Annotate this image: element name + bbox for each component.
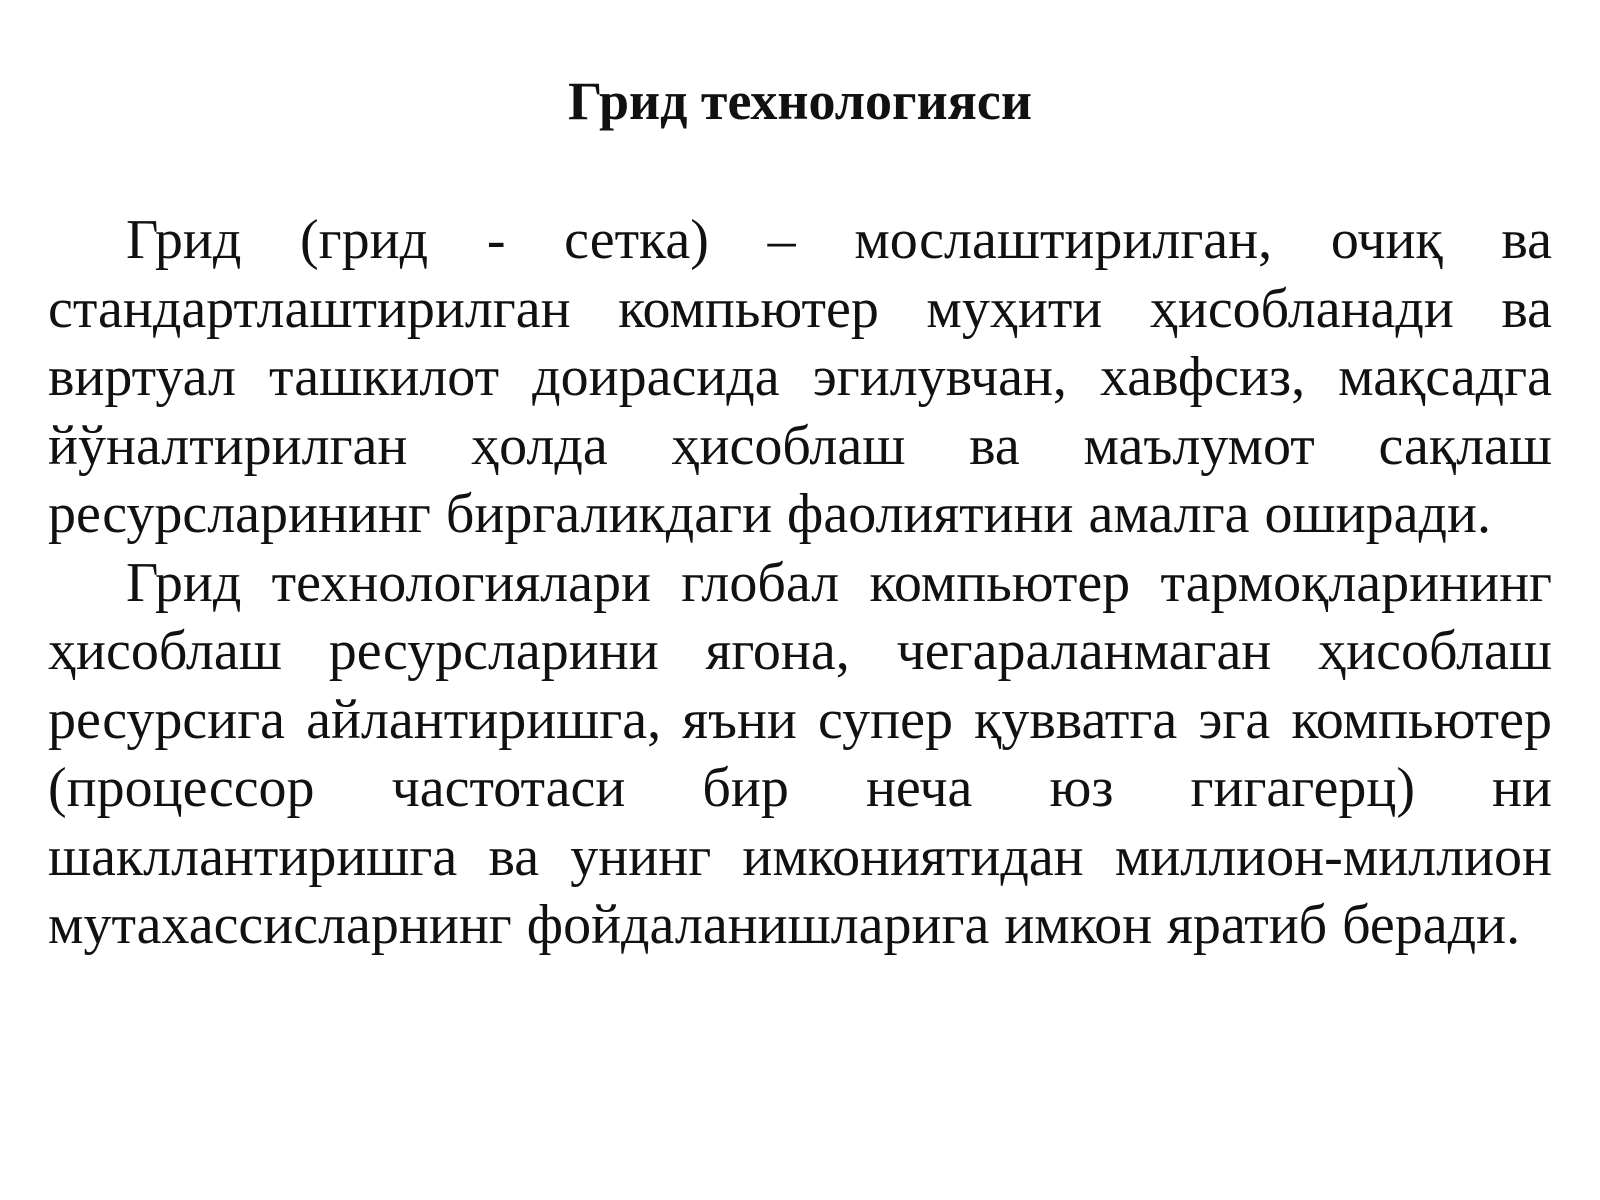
slide-body [48,206,1552,960]
paragraph-definition: Грид (грид - сетка) – мослаштирилган, очиқ ва стандартлаштирилган компьютер муҳити ҳисобланади ва виртуал ташкилот доирасида эгилувчан, хавфсиз, мақсадга йўналтирилган ҳолда ҳисоблаш ва маълумот сақлаш ресурсларининг биргаликдаги фаолиятини амалга оширади. [48,209,1552,545]
slide-title: Грид технологияси [568,71,1032,131]
paragraph-technologies: Грид технологиялари глобал компьютер тармоқларининг ҳисоблаш ресурсларини ягона, чегараланмаган ҳисоблаш ресурсига айлантиришга, яъни супер қувватга эга компьютер (процессор частотаси бир неча юз гигагерц) ни шакллантиришга ва унинг имкониятидан миллион-миллион мутахассисларнинг фойдаланишларига имкон яратиб беради. [48,551,1552,956]
